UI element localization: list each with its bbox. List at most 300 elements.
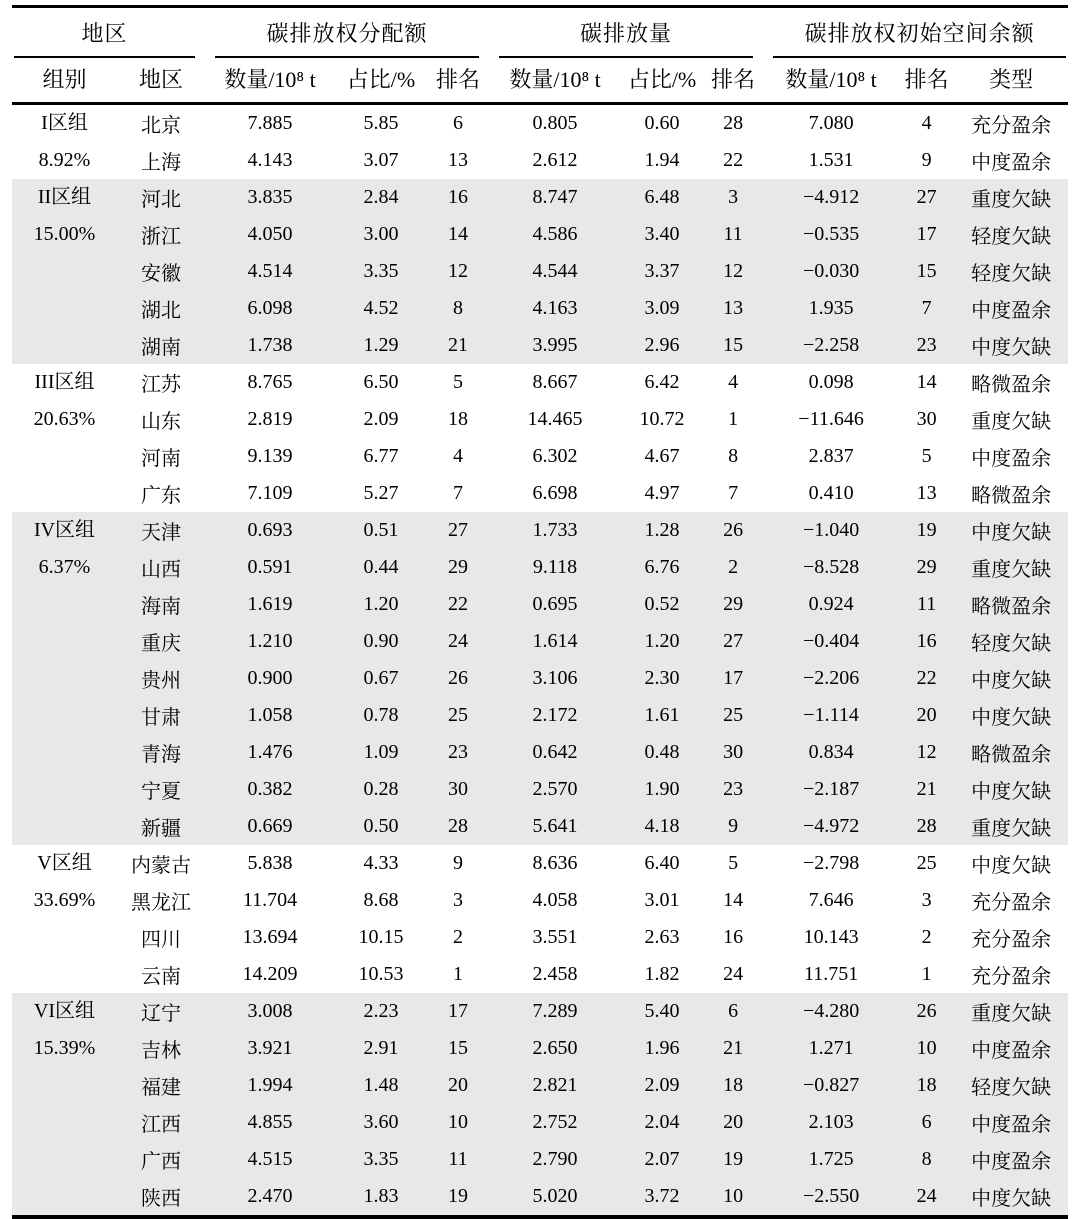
region-name: 吉林 — [117, 1030, 205, 1067]
quota-amount: 1.619 — [205, 586, 335, 623]
balance-rank: 26 — [899, 993, 954, 1030]
group-label-cell — [12, 104, 117, 180]
table-row — [12, 1067, 1068, 1104]
balance-rank: 1 — [921, 963, 932, 985]
balance-amount: 11.751 — [803, 963, 859, 985]
emission-share: 1.94 — [644, 149, 680, 171]
emission-share: 5.40 — [621, 993, 703, 1030]
table-row — [12, 697, 1068, 734]
quota-amount: 2.819 — [247, 408, 293, 430]
region-name: 重庆 — [117, 623, 205, 660]
region-name: 山东 — [141, 411, 181, 433]
quota-share: 4.33 — [363, 852, 399, 874]
emission-amount: 4.586 — [489, 216, 621, 253]
table-row — [12, 771, 1068, 808]
table-row — [12, 142, 1068, 179]
emission-amount: 0.642 — [489, 734, 621, 771]
balance-type: 轻度欠缺 — [954, 216, 1068, 253]
emission-amount: 2.650 — [489, 1030, 621, 1067]
balance-rank: 17 — [899, 216, 954, 253]
quota-rank: 18 — [448, 408, 469, 430]
group-percent: 6.37% — [38, 556, 91, 578]
quota-amount: 9.139 — [247, 445, 293, 467]
balance-type: 中度盈余 — [971, 448, 1052, 470]
balance-rank: 10 — [899, 1030, 954, 1067]
quota-rank: 6 — [453, 112, 464, 134]
col-group-emission — [489, 7, 763, 59]
col-header-quota-amount: 数量/10⁸ t — [205, 58, 335, 104]
balance-rank: 8 — [899, 1141, 954, 1178]
quota-share: 3.35 — [335, 1141, 427, 1178]
region-name: 天津 — [117, 512, 205, 549]
region-name: 江苏 — [141, 374, 181, 396]
emission-amount: 1.614 — [489, 623, 621, 660]
table-row — [12, 808, 1068, 845]
table-row — [12, 993, 1068, 1030]
emission-rank: 4 — [728, 371, 739, 393]
balance-type: 充分盈余 — [971, 966, 1052, 988]
balance-type: 轻度欠缺 — [954, 623, 1068, 660]
quota-rank: 16 — [427, 179, 489, 216]
region-name: 贵州 — [117, 660, 205, 697]
col-header-balance-rank: 排名 — [899, 58, 954, 104]
quota-share: 1.29 — [335, 327, 427, 364]
table-row — [12, 364, 1068, 401]
group-percent: 8.92% — [38, 149, 91, 171]
balance-amount: 7.646 — [808, 889, 854, 911]
balance-amount: 2.837 — [808, 445, 854, 467]
quota-share: 0.50 — [335, 808, 427, 845]
balance-rank: 30 — [916, 408, 937, 430]
col-header-balance-type: 类型 — [954, 58, 1068, 104]
quota-share: 1.48 — [335, 1067, 427, 1104]
emission-rank: 12 — [703, 253, 763, 290]
quota-share: 1.20 — [335, 586, 427, 623]
balance-amount: −2.187 — [763, 771, 899, 808]
emission-amount: 1.733 — [489, 512, 621, 549]
col-group-quota-label: 碳排放权分配额 — [266, 21, 428, 46]
col-group-emission-label: 碳排放量 — [580, 21, 673, 46]
region-name: 安徽 — [117, 253, 205, 290]
quota-share: 5.85 — [363, 112, 399, 134]
quota-rank: 14 — [427, 216, 489, 253]
emission-rank: 19 — [703, 1141, 763, 1178]
quota-amount: 4.855 — [205, 1104, 335, 1141]
balance-rank: 3 — [921, 889, 932, 911]
emission-share: 1.28 — [621, 512, 703, 549]
balance-amount: −0.030 — [763, 253, 899, 290]
table-row — [12, 919, 1068, 956]
emission-amount: 2.458 — [532, 963, 578, 985]
balance-type: 重度欠缺 — [971, 411, 1052, 433]
quota-rank: 12 — [427, 253, 489, 290]
emission-rank: 18 — [703, 1067, 763, 1104]
quota-share: 1.09 — [335, 734, 427, 771]
region-name: 辽宁 — [117, 993, 205, 1030]
region-name: 黑龙江 — [131, 892, 191, 914]
emission-share: 2.09 — [621, 1067, 703, 1104]
quota-share: 10.15 — [358, 926, 404, 948]
emission-amount: 5.641 — [489, 808, 621, 845]
table-row — [12, 845, 1068, 882]
balance-type: 充分盈余 — [971, 115, 1052, 137]
region-name: 湖南 — [117, 327, 205, 364]
emission-amount: 8.636 — [532, 852, 578, 874]
balance-rank: 13 — [916, 482, 937, 504]
group-label-cell — [12, 993, 117, 1217]
table-row — [12, 1178, 1068, 1217]
quota-share: 0.67 — [335, 660, 427, 697]
emission-share: 2.07 — [621, 1141, 703, 1178]
quota-rank: 9 — [453, 852, 464, 874]
balance-amount: −8.528 — [763, 549, 899, 586]
quota-amount: 4.050 — [205, 216, 335, 253]
group-name: VI区组 — [33, 1000, 96, 1022]
balance-amount: −1.114 — [763, 697, 899, 734]
emission-rank: 24 — [723, 963, 744, 985]
emission-rank: 15 — [703, 327, 763, 364]
emission-amount: 8.667 — [532, 371, 578, 393]
balance-rank: 18 — [899, 1067, 954, 1104]
emission-amount: 2.752 — [489, 1104, 621, 1141]
quota-amount: 8.765 — [247, 371, 293, 393]
quota-rank: 4 — [453, 445, 464, 467]
quota-amount: 4.514 — [205, 253, 335, 290]
emission-share: 2.30 — [621, 660, 703, 697]
emission-share: 1.20 — [621, 623, 703, 660]
emission-share: 0.60 — [644, 112, 680, 134]
quota-amount: 2.470 — [205, 1178, 335, 1217]
quota-rank: 2 — [453, 926, 464, 948]
emission-rank: 22 — [723, 149, 744, 171]
quota-amount: 1.738 — [205, 327, 335, 364]
emission-rank: 29 — [703, 586, 763, 623]
quota-share: 2.91 — [335, 1030, 427, 1067]
col-header-quota-rank: 排名 — [427, 58, 489, 104]
balance-type: 轻度欠缺 — [954, 1067, 1068, 1104]
balance-rank: 7 — [899, 290, 954, 327]
region-name: 海南 — [117, 586, 205, 623]
region-name: 福建 — [117, 1067, 205, 1104]
emission-amount: 14.465 — [527, 408, 583, 430]
emission-rank: 10 — [703, 1178, 763, 1217]
balance-rank: 23 — [899, 327, 954, 364]
table-row — [12, 438, 1068, 475]
balance-type: 轻度欠缺 — [954, 253, 1068, 290]
emission-amount: 2.612 — [532, 149, 578, 171]
region-name: 山西 — [117, 549, 205, 586]
quota-rank: 24 — [427, 623, 489, 660]
quota-share: 6.50 — [363, 371, 399, 393]
emission-amount: 5.020 — [489, 1178, 621, 1217]
balance-amount: −0.404 — [763, 623, 899, 660]
quota-amount: 7.885 — [247, 112, 293, 134]
emission-rank: 7 — [728, 482, 739, 504]
emission-share: 6.48 — [621, 179, 703, 216]
quota-amount: 3.008 — [205, 993, 335, 1030]
balance-amount: 1.271 — [763, 1030, 899, 1067]
quota-share: 0.90 — [335, 623, 427, 660]
region-name: 云南 — [141, 966, 181, 988]
balance-rank: 20 — [899, 697, 954, 734]
balance-type: 略微盈余 — [954, 734, 1068, 771]
quota-rank: 5 — [453, 371, 464, 393]
group-name: I区组 — [41, 112, 88, 134]
balance-amount: 7.080 — [808, 112, 854, 134]
emission-share: 1.96 — [621, 1030, 703, 1067]
quota-rank: 28 — [427, 808, 489, 845]
balance-rank: 9 — [921, 149, 932, 171]
table-row — [12, 882, 1068, 919]
emission-share: 1.82 — [644, 963, 680, 985]
balance-rank: 4 — [921, 112, 932, 134]
balance-amount: −4.972 — [763, 808, 899, 845]
balance-type: 中度盈余 — [971, 152, 1052, 174]
balance-rank: 11 — [899, 586, 954, 623]
quota-rank: 30 — [427, 771, 489, 808]
quota-share: 5.27 — [363, 482, 399, 504]
quota-rank: 15 — [427, 1030, 489, 1067]
quota-rank: 17 — [427, 993, 489, 1030]
col-header-quota-share: 占比/% — [335, 58, 427, 104]
col-group-quota — [205, 7, 489, 59]
region-name: 江西 — [117, 1104, 205, 1141]
table-row — [12, 475, 1068, 512]
table-row — [12, 1141, 1068, 1178]
quota-share: 3.35 — [335, 253, 427, 290]
balance-rank: 25 — [916, 852, 937, 874]
table-row — [12, 660, 1068, 697]
quota-amount: 0.693 — [205, 512, 335, 549]
balance-rank: 27 — [899, 179, 954, 216]
col-header-emission-amount: 数量/10⁸ t — [489, 58, 621, 104]
emission-rank: 30 — [703, 734, 763, 771]
quota-share: 4.52 — [335, 290, 427, 327]
table-row — [12, 401, 1068, 438]
region-name: 广东 — [141, 485, 181, 507]
balance-type: 重度欠缺 — [954, 993, 1068, 1030]
col-header-group: 组别 — [12, 58, 117, 104]
balance-amount: 0.924 — [763, 586, 899, 623]
quota-amount: 3.835 — [205, 179, 335, 216]
quota-rank: 27 — [427, 512, 489, 549]
emission-rank: 5 — [728, 852, 739, 874]
quota-share: 2.09 — [363, 408, 399, 430]
table-header — [12, 7, 1068, 104]
table-row — [12, 179, 1068, 216]
balance-amount: −0.535 — [763, 216, 899, 253]
emission-share: 4.97 — [644, 482, 680, 504]
balance-type: 充分盈余 — [971, 929, 1052, 951]
group-name: III区组 — [34, 371, 95, 393]
emission-rank: 11 — [703, 216, 763, 253]
emission-rank: 3 — [703, 179, 763, 216]
balance-type: 中度欠缺 — [954, 660, 1068, 697]
emission-rank: 28 — [723, 112, 744, 134]
emission-rank: 20 — [703, 1104, 763, 1141]
emission-amount: 2.790 — [489, 1141, 621, 1178]
col-group-region — [12, 7, 205, 59]
emission-amount: 2.172 — [489, 697, 621, 734]
balance-type: 重度欠缺 — [954, 808, 1068, 845]
col-header-emission-rank: 排名 — [703, 58, 763, 104]
table-body — [12, 104, 1068, 1218]
region-name: 北京 — [141, 115, 181, 137]
sub-header-row — [12, 58, 1068, 104]
emission-share: 2.96 — [621, 327, 703, 364]
quota-amount: 0.669 — [205, 808, 335, 845]
region-name: 湖北 — [117, 290, 205, 327]
quota-amount: 0.591 — [205, 549, 335, 586]
balance-amount: −4.280 — [763, 993, 899, 1030]
emission-rank: 1 — [728, 408, 739, 430]
group-percent: 33.69% — [33, 889, 96, 911]
region-name: 甘肃 — [117, 697, 205, 734]
emission-share: 3.09 — [621, 290, 703, 327]
emission-share: 4.67 — [644, 445, 680, 467]
balance-rank: 28 — [899, 808, 954, 845]
balance-amount: −0.827 — [763, 1067, 899, 1104]
emission-rank: 21 — [703, 1030, 763, 1067]
emission-amount: 0.805 — [532, 112, 578, 134]
emission-share: 6.76 — [621, 549, 703, 586]
quota-share: 1.83 — [335, 1178, 427, 1217]
table-row — [12, 290, 1068, 327]
emission-amount: 9.118 — [489, 549, 621, 586]
quota-amount: 4.515 — [205, 1141, 335, 1178]
emission-share: 3.40 — [621, 216, 703, 253]
quota-share: 10.53 — [358, 963, 404, 985]
col-header-balance-amount: 数量/10⁸ t — [763, 58, 899, 104]
balance-rank: 2 — [921, 926, 932, 948]
region-name: 河北 — [117, 179, 205, 216]
emission-rank: 2 — [703, 549, 763, 586]
emission-share: 4.18 — [621, 808, 703, 845]
region-name: 浙江 — [117, 216, 205, 253]
balance-amount: −1.040 — [763, 512, 899, 549]
region-name: 宁夏 — [117, 771, 205, 808]
balance-amount: 0.098 — [808, 371, 854, 393]
emission-amount: 4.058 — [532, 889, 578, 911]
emission-share: 1.90 — [621, 771, 703, 808]
group-percent: 15.39% — [33, 1037, 96, 1059]
quota-amount: 6.098 — [205, 290, 335, 327]
quota-amount: 4.143 — [247, 149, 293, 171]
emission-amount: 3.995 — [489, 327, 621, 364]
quota-rank: 3 — [453, 889, 464, 911]
balance-rank: 12 — [899, 734, 954, 771]
emission-share: 6.42 — [644, 371, 680, 393]
balance-amount: −11.646 — [798, 408, 864, 430]
emission-rank: 13 — [703, 290, 763, 327]
quota-share: 0.28 — [335, 771, 427, 808]
emission-rank: 8 — [728, 445, 739, 467]
emission-rank: 26 — [703, 512, 763, 549]
balance-type: 略微盈余 — [971, 374, 1052, 396]
group-label-cell — [12, 364, 117, 512]
balance-rank: 22 — [899, 660, 954, 697]
carbon-allocation-table — [12, 5, 1068, 1219]
emission-rank: 25 — [703, 697, 763, 734]
col-group-balance-label: 碳排放权初始空间余额 — [804, 21, 1035, 46]
balance-type: 中度盈余 — [954, 1141, 1068, 1178]
region-name: 新疆 — [117, 808, 205, 845]
quota-amount: 1.476 — [205, 734, 335, 771]
quota-amount: 1.210 — [205, 623, 335, 660]
table-row — [12, 104, 1068, 143]
balance-amount: 1.531 — [808, 149, 854, 171]
emission-share: 3.01 — [644, 889, 680, 911]
quota-share: 3.00 — [335, 216, 427, 253]
region-name: 上海 — [141, 152, 181, 174]
balance-rank: 29 — [899, 549, 954, 586]
quota-share: 2.84 — [335, 179, 427, 216]
balance-type: 中度欠缺 — [954, 327, 1068, 364]
emission-share: 10.72 — [639, 408, 685, 430]
col-group-region-label: 地区 — [81, 21, 128, 46]
emission-amount: 3.551 — [532, 926, 578, 948]
group-label-cell — [12, 845, 117, 993]
group-name: V区组 — [37, 852, 92, 874]
quota-share: 3.07 — [363, 149, 399, 171]
group-name: IV区组 — [33, 519, 96, 541]
group-label-cell — [12, 179, 117, 364]
quota-share: 0.78 — [335, 697, 427, 734]
emission-share: 3.37 — [621, 253, 703, 290]
balance-rank: 14 — [916, 371, 937, 393]
emission-rank: 9 — [703, 808, 763, 845]
balance-amount: 0.410 — [808, 482, 854, 504]
emission-amount: 2.821 — [489, 1067, 621, 1104]
emission-rank: 14 — [723, 889, 744, 911]
balance-type: 中度欠缺 — [954, 697, 1068, 734]
table-row — [12, 586, 1068, 623]
quota-amount: 0.382 — [205, 771, 335, 808]
balance-amount: −2.206 — [763, 660, 899, 697]
balance-type: 中度欠缺 — [954, 1178, 1068, 1217]
balance-amount: 1.935 — [763, 290, 899, 327]
balance-amount: −2.550 — [763, 1178, 899, 1217]
emission-share: 0.48 — [621, 734, 703, 771]
table-row — [12, 512, 1068, 549]
region-name: 河南 — [141, 448, 181, 470]
balance-type: 充分盈余 — [971, 892, 1052, 914]
col-group-balance — [763, 7, 1068, 59]
emission-amount: 4.163 — [489, 290, 621, 327]
balance-type: 中度欠缺 — [971, 855, 1052, 877]
quota-amount: 3.921 — [205, 1030, 335, 1067]
quota-share: 2.23 — [335, 993, 427, 1030]
quota-share: 3.60 — [335, 1104, 427, 1141]
quota-share: 6.77 — [363, 445, 399, 467]
quota-amount: 0.900 — [205, 660, 335, 697]
table-row — [12, 956, 1068, 993]
emission-share: 0.52 — [621, 586, 703, 623]
quota-rank: 22 — [427, 586, 489, 623]
column-group-header-row — [12, 7, 1068, 59]
balance-type: 略微盈余 — [971, 485, 1052, 507]
region-name: 青海 — [117, 734, 205, 771]
quota-rank: 20 — [427, 1067, 489, 1104]
quota-share: 0.44 — [335, 549, 427, 586]
table-row — [12, 623, 1068, 660]
table-row — [12, 327, 1068, 364]
col-header-emission-share: 占比/% — [621, 58, 703, 104]
quota-rank: 11 — [427, 1141, 489, 1178]
quota-amount: 5.838 — [247, 852, 293, 874]
region-name: 陕西 — [117, 1178, 205, 1217]
emission-amount: 6.698 — [532, 482, 578, 504]
